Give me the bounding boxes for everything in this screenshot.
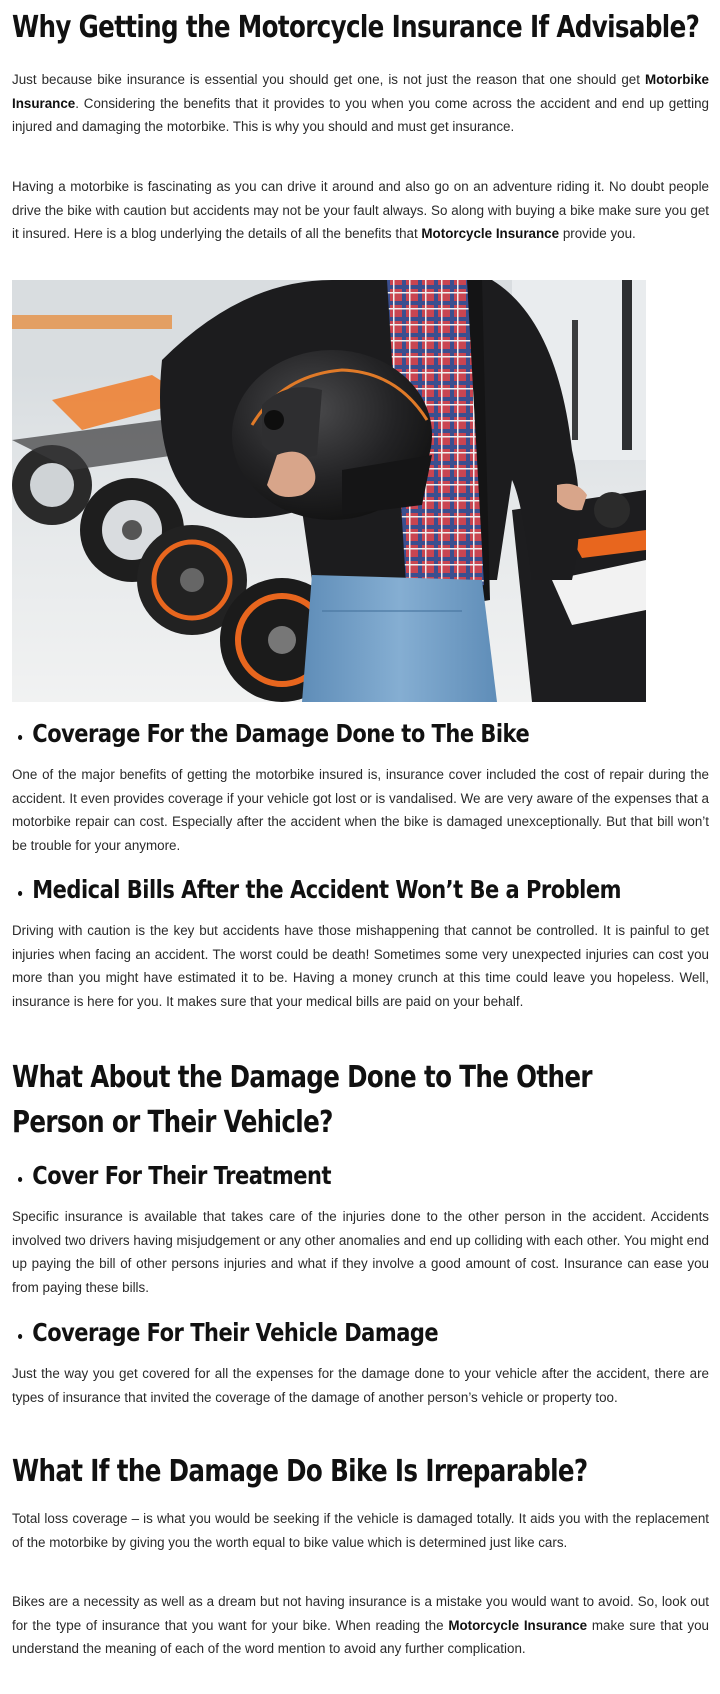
article-title: Why Getting the Motorcycle Insurance If Advisable? [12,10,700,45]
section-4-heading [18,1317,438,1349]
outro-paragraph-1: Total loss coverage – is what you would be seeking if the vehicle is damaged totally. It aids you with the replacement of the motorbike by giving you the worth equal to bike value which is determined just like cars. [12,1511,709,1550]
section-4-body: Just the way you get covered for all the expenses for the damage done to your vehicle after the accident, there are types of insurance that invited the coverage of the damage of another person’s vehicle or property too. [12,1366,709,1405]
outro-paragraph-2 [12,1590,709,1661]
heading-other-person-line-1: What About the Damage Done to The Other [12,1060,592,1095]
intro-1-text-c: . Considering the benefits that it provides to you when you come across the accident and end up getting injured and damaging the motorbike. This is why you should and must get insurance. [12,95,709,135]
section-1-body: One of the major benefits of getting the motorbike insured is, insurance cover included the cost of repair during the accident. It even provides coverage if your vehicle got lost or is vandalised. We are very aware of the expenses that a motorbike repair can cost. Especially after the accident when the bike is damaged unexceptionally. But that bill won’t be trouble for your anymore. [12,767,709,853]
outro-2-text-c: make sure that you understand the meaning of each of the word mention to avoid any further complication. [12,1617,709,1657]
motorcycle-insurance-link-2[interactable]: Motorcycle Insurance [448,1617,588,1633]
bullet-icon [18,1177,22,1182]
section-2-body: Driving with caution is the key but accidents have those mishappening that cannot be controlled. It is painful to get injuries when facing an accident. The worst could be death! Sometimes some very unexpected injuries can cost you more than you might have estimated it to be. Having a money crunch at this time could leave you hopeless. Well, insurance is here for you. It makes sure that your medical bills are paid on your behalf. [12,923,709,1009]
section-3-heading-text: Cover For Their Treatment [32,1161,332,1190]
section-3-heading [18,1160,331,1192]
intro-2-text-c: provide you. [559,226,636,242]
bullet-icon [18,1334,22,1339]
bullet-icon [18,735,22,740]
outro-2-text-a: Bikes are a necessity as well as a dream but not having insurance is a mistake you would want to avoid. So, look out for the type of insurance that you want for your bike. When reading the [12,1594,709,1633]
section-1-heading [18,718,529,750]
hero-image-rider-with-helmet [12,280,646,702]
section-4-heading-text: Coverage For Their Vehicle Damage [32,1318,439,1347]
heading-other-person-line-2: Person or Their Vehicle? [12,1105,333,1140]
intro-paragraph-2 [12,175,709,246]
bullet-icon [18,891,22,896]
section-3-body: Specific insurance is available that takes care of the injuries done to the other person in the accident. Accidents involved two drivers having misjudgement or any other anomalies and end up colliding with each other. You might end up paying the bill of other persons injuries and what if they involve a good amount of cost. Insurance can ease you from paying these bills. [12,1209,709,1295]
rider-illustration [12,280,646,702]
motorbike-insurance-link[interactable]: Motorbike Insurance [12,72,709,111]
intro-2-text-a: Having a motorbike is fascinating as you can drive it around and also go on an adventure riding it. No doubt people drive the bike with caution but accidents may not be your fault always. So along with buying a bike make sure you get it insured. Here is a blog underlying the details of all the benefits that [12,179,709,242]
section-2-heading-text: Medical Bills After the Accident Won’t Be a Problem [32,875,621,904]
heading-irreparable: What If the Damage Do Bike Is Irreparable? [12,1454,588,1489]
section-2-heading [18,874,621,906]
intro-paragraph-1 [12,68,709,139]
motorcycle-insurance-link[interactable]: Motorcycle Insurance [421,226,560,242]
intro-1-text-a: Just because bike insurance is essential you should get one, is not just the reason that one should get [12,72,646,87]
section-1-heading-text: Coverage For the Damage Done to The Bike [32,719,530,748]
